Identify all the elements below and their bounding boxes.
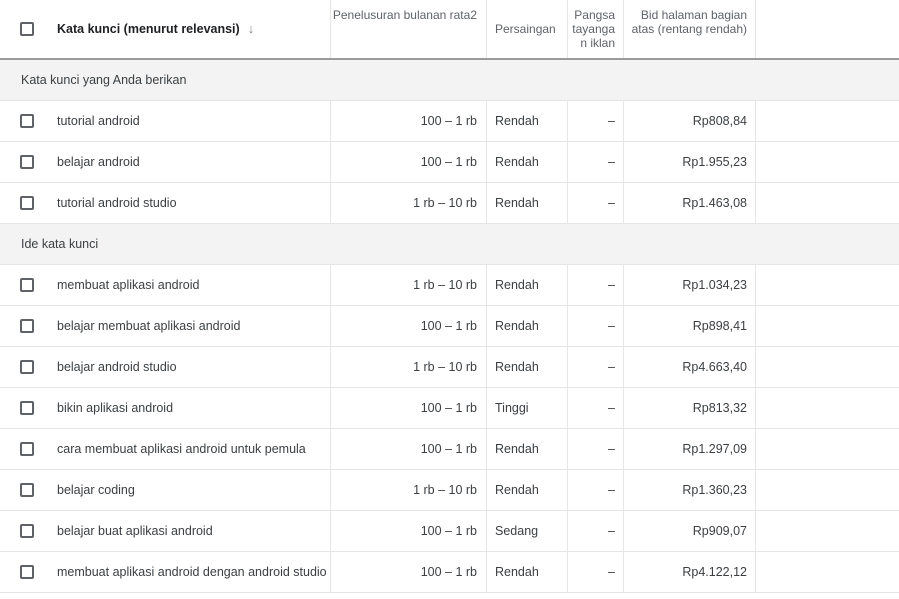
bid-cell — [624, 183, 756, 223]
volume-cell — [331, 265, 487, 305]
table-row[interactable] — [0, 511, 899, 552]
volume-cell — [331, 511, 487, 551]
table-row[interactable] — [0, 347, 899, 388]
bid-cell — [624, 142, 756, 182]
row-checkbox-cell — [0, 511, 57, 551]
group-header-row — [0, 60, 899, 101]
row-checkbox-cell — [0, 347, 57, 387]
row-checkbox-cell — [0, 306, 57, 346]
keyword-text: tutorial android studio — [57, 196, 177, 210]
keyword-text: membuat aplikasi android dengan android studio — [57, 565, 327, 579]
row-checkbox-cell — [0, 142, 57, 182]
volume-cell — [331, 347, 487, 387]
competition-cell — [487, 183, 568, 223]
competition-cell — [487, 142, 568, 182]
bid-text: Rp898,41 — [692, 319, 747, 333]
competition-text: Rendah — [495, 565, 539, 579]
competition-cell — [487, 101, 568, 141]
row-checkbox-cell — [0, 265, 57, 305]
keyword-text: membuat aplikasi android — [57, 278, 200, 292]
competition-text: Rendah — [495, 114, 539, 128]
bid-column-header[interactable] — [624, 0, 756, 58]
bid-text: Rp1.360,23 — [682, 483, 747, 497]
table-row[interactable] — [0, 470, 899, 511]
competition-cell — [487, 388, 568, 428]
share-text: – — [608, 401, 615, 415]
competition-text: Rendah — [495, 319, 539, 333]
bid-cell — [624, 470, 756, 510]
row-checkbox[interactable] — [20, 565, 34, 579]
row-filler — [756, 183, 899, 223]
bid-column-label: Bid halaman bagian atas (rentang rendah) — [631, 8, 747, 36]
bid-cell — [624, 101, 756, 141]
row-filler — [756, 101, 899, 141]
table-row[interactable] — [0, 306, 899, 347]
row-filler — [756, 470, 899, 510]
share-cell — [568, 511, 624, 551]
share-cell — [568, 306, 624, 346]
keyword-column-header[interactable] — [57, 0, 331, 58]
row-checkbox[interactable] — [20, 114, 34, 128]
bid-cell — [624, 429, 756, 469]
share-cell — [568, 552, 624, 592]
share-text: – — [608, 155, 615, 169]
competition-text: Rendah — [495, 196, 539, 210]
competition-cell — [487, 347, 568, 387]
table-row[interactable] — [0, 388, 899, 429]
row-filler — [756, 552, 899, 592]
row-filler — [756, 347, 899, 387]
bid-text: Rp1.955,23 — [682, 155, 747, 169]
share-text: – — [608, 196, 615, 210]
competition-text: Rendah — [495, 442, 539, 456]
share-cell — [568, 142, 624, 182]
bid-cell — [624, 511, 756, 551]
keyword-cell — [57, 183, 331, 223]
table-row[interactable] — [0, 429, 899, 470]
competition-cell — [487, 265, 568, 305]
volume-text: 100 – 1 rb — [420, 401, 477, 415]
share-cell — [568, 429, 624, 469]
volume-text: 100 – 1 rb — [420, 442, 477, 456]
share-text: – — [608, 565, 615, 579]
competition-cell — [487, 470, 568, 510]
volume-cell — [331, 306, 487, 346]
volume-text: 1 rb – 10 rb — [413, 196, 477, 210]
volume-text: 1 rb – 10 rb — [413, 483, 477, 497]
volume-text: 1 rb – 10 rb — [413, 278, 477, 292]
competition-text: Rendah — [495, 278, 539, 292]
bid-text: Rp1.297,09 — [682, 442, 747, 456]
keyword-text: cara membuat aplikasi android untuk pemula — [57, 442, 306, 456]
keyword-cell — [57, 552, 331, 592]
row-checkbox-cell — [0, 388, 57, 428]
volume-cell — [331, 470, 487, 510]
bid-text: Rp909,07 — [692, 524, 747, 538]
volume-cell — [331, 101, 487, 141]
share-text: – — [608, 360, 615, 374]
bid-text: Rp4.122,12 — [682, 565, 747, 579]
keyword-cell — [57, 429, 331, 469]
keyword-text: belajar android — [57, 155, 140, 169]
bid-text: Rp1.034,23 — [682, 278, 747, 292]
volume-cell — [331, 183, 487, 223]
keyword-text: tutorial android — [57, 114, 140, 128]
share-cell — [568, 101, 624, 141]
table-row[interactable] — [0, 142, 899, 183]
share-text: – — [608, 483, 615, 497]
competition-column-header[interactable] — [487, 0, 568, 58]
keyword-cell — [57, 101, 331, 141]
row-checkbox-cell — [0, 552, 57, 592]
share-text: – — [608, 524, 615, 538]
bid-cell — [624, 306, 756, 346]
competition-text: Tinggi — [495, 401, 529, 415]
volume-text: 100 – 1 rb — [420, 114, 477, 128]
row-filler — [756, 429, 899, 469]
keyword-text: belajar coding — [57, 483, 135, 497]
row-filler — [756, 142, 899, 182]
competition-cell — [487, 429, 568, 469]
share-column-header[interactable] — [568, 0, 624, 58]
volume-text: 100 – 1 rb — [420, 155, 477, 169]
share-column-label: Pangsa tayangan iklan — [572, 8, 615, 50]
keyword-column-label: Kata kunci (menurut relevansi) — [57, 22, 240, 36]
group-label: Kata kunci yang Anda berikan — [21, 73, 187, 87]
share-cell — [568, 388, 624, 428]
row-checkbox[interactable] — [20, 360, 34, 374]
row-checkbox[interactable] — [20, 319, 34, 333]
group-label: Ide kata kunci — [21, 237, 99, 251]
header-checkbox-cell — [0, 0, 57, 58]
row-checkbox-cell — [0, 470, 57, 510]
volume-cell — [331, 552, 487, 592]
keyword-text: belajar membuat aplikasi android — [57, 319, 241, 333]
competition-text: Rendah — [495, 483, 539, 497]
row-checkbox[interactable] — [20, 483, 34, 497]
competition-text: Sedang — [495, 524, 539, 538]
row-checkbox-cell — [0, 101, 57, 141]
bid-cell — [624, 265, 756, 305]
volume-text: 100 – 1 rb — [420, 565, 477, 579]
table-body — [0, 60, 899, 593]
keyword-cell — [57, 470, 331, 510]
volume-cell — [331, 429, 487, 469]
volume-column-label: Penelusuran bulanan rata2 — [332, 8, 477, 22]
keyword-cell — [57, 265, 331, 305]
row-filler — [756, 388, 899, 428]
row-checkbox[interactable] — [20, 401, 34, 415]
competition-cell — [487, 511, 568, 551]
row-checkbox[interactable] — [20, 196, 34, 210]
keyword-cell — [57, 388, 331, 428]
row-filler — [756, 511, 899, 551]
share-cell — [568, 183, 624, 223]
bid-text: Rp813,32 — [692, 401, 747, 415]
volume-text: 100 – 1 rb — [420, 319, 477, 333]
select-all-checkbox[interactable] — [20, 22, 34, 36]
bid-cell — [624, 388, 756, 428]
share-text: – — [608, 114, 615, 128]
volume-text: 100 – 1 rb — [420, 524, 477, 538]
row-checkbox[interactable] — [20, 278, 34, 292]
row-filler — [756, 306, 899, 346]
bid-text: Rp1.463,08 — [682, 196, 747, 210]
keyword-cell — [57, 347, 331, 387]
arrow-down-icon[interactable]: ↓ — [247, 21, 255, 36]
keyword-cell — [57, 306, 331, 346]
row-checkbox[interactable] — [20, 442, 34, 456]
row-checkbox-cell — [0, 183, 57, 223]
competition-text: Rendah — [495, 360, 539, 374]
table-row[interactable] — [0, 101, 899, 142]
bid-text: Rp4.663,40 — [682, 360, 747, 374]
keyword-cell — [57, 142, 331, 182]
share-cell — [568, 265, 624, 305]
competition-column-label: Persaingan — [495, 22, 556, 36]
bid-text: Rp808,84 — [692, 114, 747, 128]
volume-text: 1 rb – 10 rb — [413, 360, 477, 374]
keyword-cell — [57, 511, 331, 551]
keyword-text: bikin aplikasi android — [57, 401, 174, 415]
share-text: – — [608, 442, 615, 456]
share-cell — [568, 470, 624, 510]
volume-cell — [331, 388, 487, 428]
table-header — [0, 0, 899, 60]
row-checkbox-cell — [0, 429, 57, 469]
competition-cell — [487, 306, 568, 346]
share-text: – — [608, 278, 615, 292]
group-header-row — [0, 224, 899, 265]
row-checkbox[interactable] — [20, 155, 34, 169]
share-cell — [568, 347, 624, 387]
volume-cell — [331, 142, 487, 182]
row-filler — [756, 265, 899, 305]
keyword-text: belajar buat aplikasi android — [57, 524, 213, 538]
share-text: – — [608, 319, 615, 333]
keyword-text: belajar android studio — [57, 360, 177, 374]
bid-cell — [624, 347, 756, 387]
competition-text: Rendah — [495, 155, 539, 169]
bid-cell — [624, 552, 756, 592]
competition-cell — [487, 552, 568, 592]
volume-column-header[interactable] — [331, 0, 487, 58]
table-row[interactable] — [0, 183, 899, 224]
header-filler — [756, 0, 899, 58]
row-checkbox[interactable] — [20, 524, 34, 538]
table-row[interactable] — [0, 265, 899, 306]
table-row[interactable] — [0, 552, 899, 593]
